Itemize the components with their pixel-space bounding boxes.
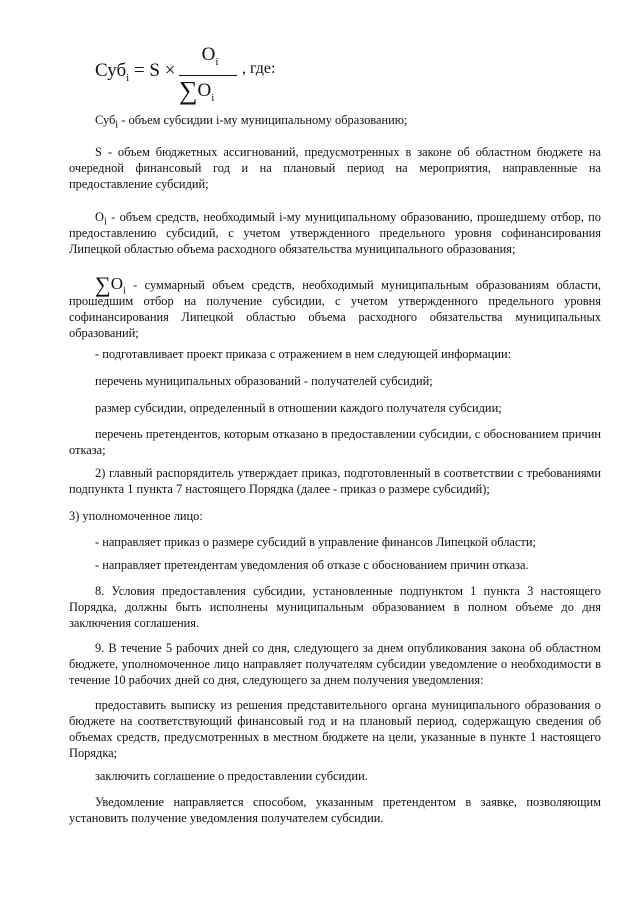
formula-denominator <box>179 76 214 106</box>
paragraph-refused-list: перечень претендентов, которым отказано в предоставлении субсидии, с обоснованием причин отказа; <box>69 427 601 457</box>
formula-lhs <box>95 60 175 82</box>
formula-den-text: O <box>197 80 212 101</box>
p3-symbol: O <box>95 210 104 224</box>
formula-numerator <box>187 44 233 66</box>
sum-sigma-symbol: ∑ <box>179 76 198 105</box>
p4-o-symbol <box>110 274 126 297</box>
p3-symbol-sub: i <box>103 216 107 228</box>
formula-num-sub: i <box>215 55 219 68</box>
paragraph-s-definition: S - объем бюджетных ассигнований, предусмотренных в законе об областном бюджете на очередной финансовый год и на плановый период на мероприятия, направленные на предоставление субсидий; <box>69 145 601 191</box>
formula-lhs-sub: i <box>126 71 130 84</box>
paragraph-send-order: - направляет приказ о размере субсидий в управление финансов Липецкой области; <box>95 535 536 549</box>
paragraph-oi-definition <box>69 209 601 257</box>
p4-o-text: O <box>110 274 123 293</box>
p1-text: - объем субсидии i-му муниципальному образованию; <box>118 113 408 127</box>
p4-o-sub: i <box>122 285 126 297</box>
formula-den-sub: i <box>211 91 215 104</box>
paragraph-conclude-agreement: заключить соглашение о предоставлении субсидии. <box>95 769 368 783</box>
paragraph-section-9: 9. В течение 5 рабочих дней со дня, следующего за днем опубликования закона об областном бюджете, уполномоченное лицо направляет получателям субсидии уведомление о необходимости в течение 10 рабочих дней со дня, следующего за днем получения уведомления: <box>69 641 601 687</box>
paragraph-authorized-person: 3) уполномоченное лицо: <box>69 509 203 523</box>
formula-lhs-text: Суб <box>95 60 127 81</box>
p1-symbol-sub: i <box>115 119 119 131</box>
paragraph-sum-definition <box>69 272 601 341</box>
paragraph-section-8: 8. Условия предоставления субсидии, установленные подпунктом 1 пункта 3 настоящего Порядка, должны быть исполнены муниципальным образованием в полном объеме до дня заключения соглашения. <box>69 584 601 630</box>
paragraph-sub-definition <box>69 112 601 131</box>
paragraph-list-municipalities: перечень муниципальных образований - получателей субсидий; <box>95 374 433 388</box>
paragraph-provide-extract: предоставить выписку из решения представительного органа муниципального образования о бюджете на соответствующий финансовый год и на плановый период, содержащую сведения об объемах средств, предусмотренных в местном бюджете на цели, указанные в пункте 1 настоящего Порядка; <box>69 698 601 760</box>
p3-text: - объем средств, необходимый i-му муниципальному образованию, прошедшему отбор, по предоставлению субсидий, с учетом утвержденного предельного уровня софинансирования Липецкой областью объема расходного обязательства муниципального образования; <box>69 210 601 256</box>
formula-tail: , где: <box>242 60 276 77</box>
paragraph-subsidy-size: размер субсидии, определенный в отношении каждого получателя субсидии; <box>95 401 502 415</box>
paragraph-notification-method: Уведомление направляется способом, указанным претендентом в заявке, позволяющим установить получение уведомления получателем субсидии. <box>69 795 601 825</box>
p1-symbol: Суб <box>95 113 116 127</box>
p4-text: - суммарный объем средств, необходимый муниципальным образованиям области, прошедшим отбор на получение субсидии, с учетом утвержденного предельного уровня софинансирования Липецкой областью объема расходного обязательства муниципальных образований; <box>69 278 601 340</box>
formula-equals-s: = S × <box>129 60 176 81</box>
paragraph-approve-order: 2) главный распорядитель утверждает приказ, подготовленный в соответствии с требованиями подпункта 1 пункта 7 настоящего Порядка (далее - приказ о размере субсидий); <box>69 466 601 496</box>
paragraph-send-refusals: - направляет претендентам уведомления об отказе с обоснованием причин отказа. <box>95 558 529 572</box>
sum-sigma-inline: ∑ <box>95 272 111 297</box>
paragraph-prepare-order: - подготавливает проект приказа с отражением в нем следующей информации: <box>95 347 512 361</box>
subsidy-formula <box>95 40 395 105</box>
formula-num-text: O <box>201 44 216 65</box>
